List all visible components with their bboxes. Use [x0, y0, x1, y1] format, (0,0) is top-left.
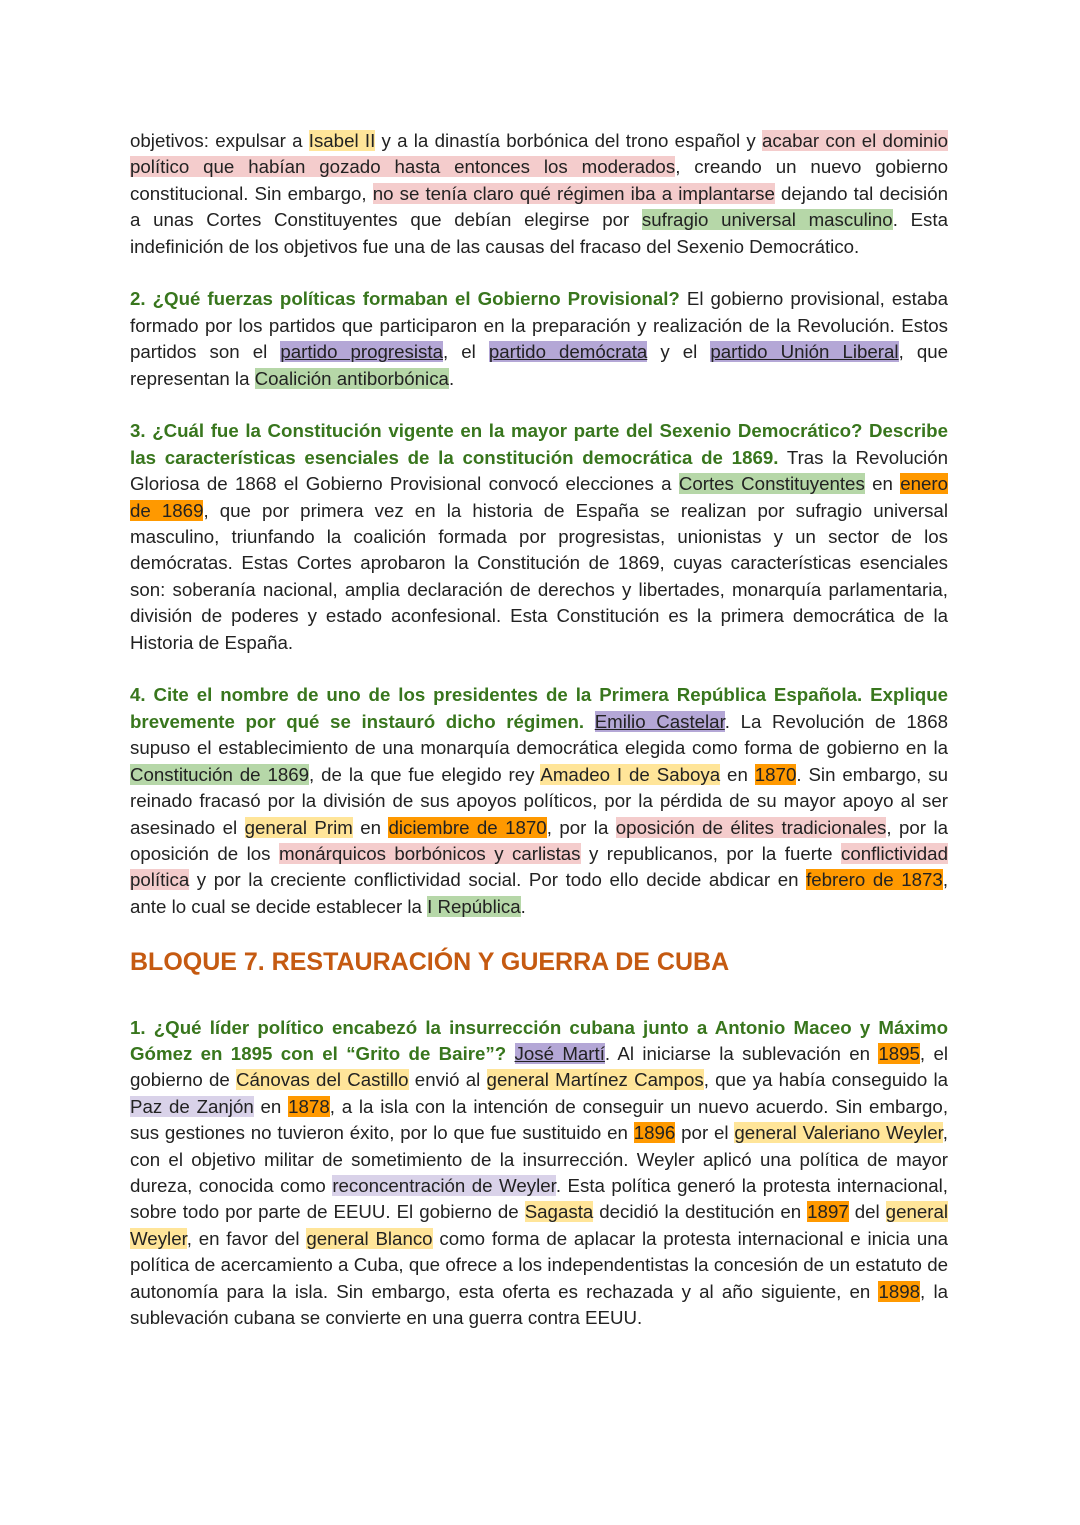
paragraph-question-2: [130, 286, 948, 392]
section-heading: BLOQUE 7. RESTAURACIÓN Y GUERRA DE CUBA: [130, 947, 730, 976]
text: por el: [675, 1122, 735, 1144]
highlight-orange: febrero de 1873: [806, 869, 943, 891]
highlight-green: sufragio universal masculino: [641, 209, 893, 231]
document-page: [130, 128, 948, 1358]
highlight-yellow: general Prim: [244, 816, 353, 838]
text: . Al iniciarse la sublevación en: [604, 1042, 879, 1064]
highlight-orange: 1898: [878, 1280, 921, 1302]
highlight-orange: 1870: [754, 763, 797, 785]
question-heading: 1. ¿Qué líder político encabezó la insurrección cubana junto a Antonio Maceo y Máximo Gómez en 1895 con el “Grito de Baire”?: [130, 1016, 948, 1064]
text: y republicanos, por la fuerte: [580, 842, 841, 864]
text: y el: [647, 341, 711, 363]
highlight-yellow: Cánovas del Castillo: [236, 1069, 409, 1091]
highlight-green: Cortes Constituyentes: [678, 473, 865, 495]
text: El gobierno provisional, estaba formado por los partidos que participaron en la preparación y realización de la Revolución. Estos partidos son el: [130, 288, 949, 363]
text: , el: [442, 341, 489, 363]
highlight-red: conflictividad política: [130, 842, 948, 891]
paragraph-block7-question-1: [130, 1015, 948, 1332]
highlight-orange: diciembre de 1870: [388, 816, 547, 838]
paragraph-question-3: [130, 418, 948, 656]
text: , ante lo cual se decide establecer la: [130, 869, 949, 917]
highlight-green: Constitución de 1869: [130, 763, 310, 785]
text: [584, 711, 595, 732]
text: objetivos: expulsar a: [130, 130, 309, 151]
text: decidió la destitución en: [593, 1201, 808, 1223]
highlight-yellow: general Weyler: [130, 1201, 949, 1249]
text: , de la que fue elegido rey: [309, 763, 541, 785]
text: en: [253, 1095, 289, 1117]
highlight-lavender: reconcentración de Weyler: [332, 1174, 556, 1196]
text: . Esta política generó la protesta internacional, sobre todo por parte de EEUU. El gobierno de: [130, 1174, 948, 1223]
highlight-purple: Emilio Castelar: [594, 710, 725, 732]
text: , que por primera vez en la historia de España se realizan por sufragio universal masculino, triunfando la coalición formada por progresistas, unionistas y un sector de los demócratas. Estas Cortes aprobaron la Constitución de 1869, cuyas características esenciales son: soberanía nacional, amplia declaración de derechos y libertades, monarquía parlamentaria, división de poderes y estado aconfesional. Esta Constitución es la primera democrática de la Historia de España.: [130, 499, 948, 653]
text: , el gobierno de: [130, 1042, 948, 1091]
highlight-purple: partido progresista: [280, 341, 443, 363]
text: y a la dinastía borbónica del trono español y: [375, 130, 762, 151]
text: .: [448, 367, 455, 389]
highlight-orange: 1895: [878, 1042, 920, 1064]
text: [506, 1043, 514, 1064]
text: como forma de aplacar la protesta internacional e inicia una política de acercamiento a Cuba, que ofrece a los independentistas la concesión de un estatuto de autonomía para la isla. Sin embargo, esta oferta es rechazada y al año siguiente, en: [130, 1227, 949, 1302]
highlight-red: monárquicos borbónicos y carlistas: [278, 842, 581, 864]
highlight-purple: José Martí: [514, 1042, 605, 1064]
text: , a la isla con la intención de conseguir un nuevo acuerdo. Sin embargo, sus gestiones no tuvieron éxito, por lo que fue sustituido en: [130, 1095, 949, 1144]
text: , que representan la: [130, 341, 949, 389]
question-heading: 4. Cite el nombre de uno de los presidentes de la Primera República Española. Explique brevemente por qué se instauró dicho régimen.: [130, 684, 948, 732]
text: dejando tal decisión a unas Cortes Constituyentes que debían elegirse por: [130, 182, 948, 231]
text: , por la oposición de los: [130, 816, 948, 864]
text: . Sin embargo, su reinado fracasó por la división de sus apoyos políticos, por la pérdida de su mayor apoyo al ser asesinado el: [130, 763, 948, 838]
highlight-orange: 1878: [288, 1095, 330, 1117]
text: . La Revolución de 1868 supuso el establecimiento de una monarquía democrática elegida como forma de gobierno en la: [130, 710, 948, 759]
highlight-lavender: Paz de Zanjón: [130, 1095, 254, 1117]
text: , creando un nuevo gobierno constitucional. Sin embargo,: [130, 156, 948, 204]
question-heading: 3. ¿Cuál fue la Constitución vigente en la mayor parte del Sexenio Democrático? Describe las características esenciales de la constitución democrática de 1869.: [130, 420, 948, 468]
text: y por la creciente conflictividad social. Por todo ello decide abdicar en: [189, 869, 807, 891]
highlight-red: no se tenía claro qué régimen iba a implantarse: [372, 182, 775, 204]
text: , por la: [546, 816, 616, 838]
text: en: [864, 473, 901, 495]
paragraph-question-4: [130, 682, 948, 920]
highlight-green: I República: [427, 895, 521, 917]
text: .: [520, 895, 526, 917]
text: Tras la Revolución Gloriosa de 1868 el Gobierno Provisional convocó elecciones a: [130, 446, 948, 495]
text: en: [720, 763, 755, 785]
highlight-purple: partido Unión Liberal: [710, 341, 899, 363]
highlight-orange: 1896: [633, 1122, 676, 1144]
highlight-yellow: Isabel II: [308, 130, 376, 151]
highlight-yellow: Sagasta: [524, 1201, 594, 1223]
paragraph-sexenio-objectives: [130, 128, 948, 260]
text: , la sublevación cubana se convierte en una guerra contra EEUU.: [130, 1280, 948, 1328]
highlight-purple: partido demócrata: [488, 341, 648, 363]
highlight-yellow: general Blanco: [306, 1227, 433, 1249]
highlight-orange: 1897: [807, 1201, 849, 1223]
highlight-red: oposición de élites tradicionales: [615, 816, 887, 838]
highlight-yellow: Amadeo I de Saboya: [540, 763, 721, 785]
text: , que ya había conseguido la: [703, 1069, 949, 1091]
text: . Esta indefinición de los objetivos fue una de las causas del fracaso del Sexenio Democrático.: [130, 209, 948, 257]
text: , con el objetivo militar de sometimiento de la insurrección. Weyler aplicó una política de mayor dureza, conocida como: [130, 1122, 948, 1196]
highlight-yellow: general Martínez Campos: [486, 1069, 704, 1091]
text: en: [352, 816, 389, 838]
highlight-orange: enero de 1869: [130, 473, 948, 521]
highlight-green: Coalición antiborbónica: [254, 367, 449, 389]
text: , en favor del: [186, 1227, 307, 1249]
highlight-yellow: general Valeriano Weyler: [734, 1122, 943, 1144]
text: envió al: [408, 1069, 487, 1091]
highlight-red: acabar con el dominio político que habían gozado hasta entonces los moderados: [130, 130, 948, 178]
text: del: [848, 1201, 886, 1223]
question-heading: 2. ¿Qué fuerzas políticas formaban el Gobierno Provisional?: [130, 288, 680, 310]
